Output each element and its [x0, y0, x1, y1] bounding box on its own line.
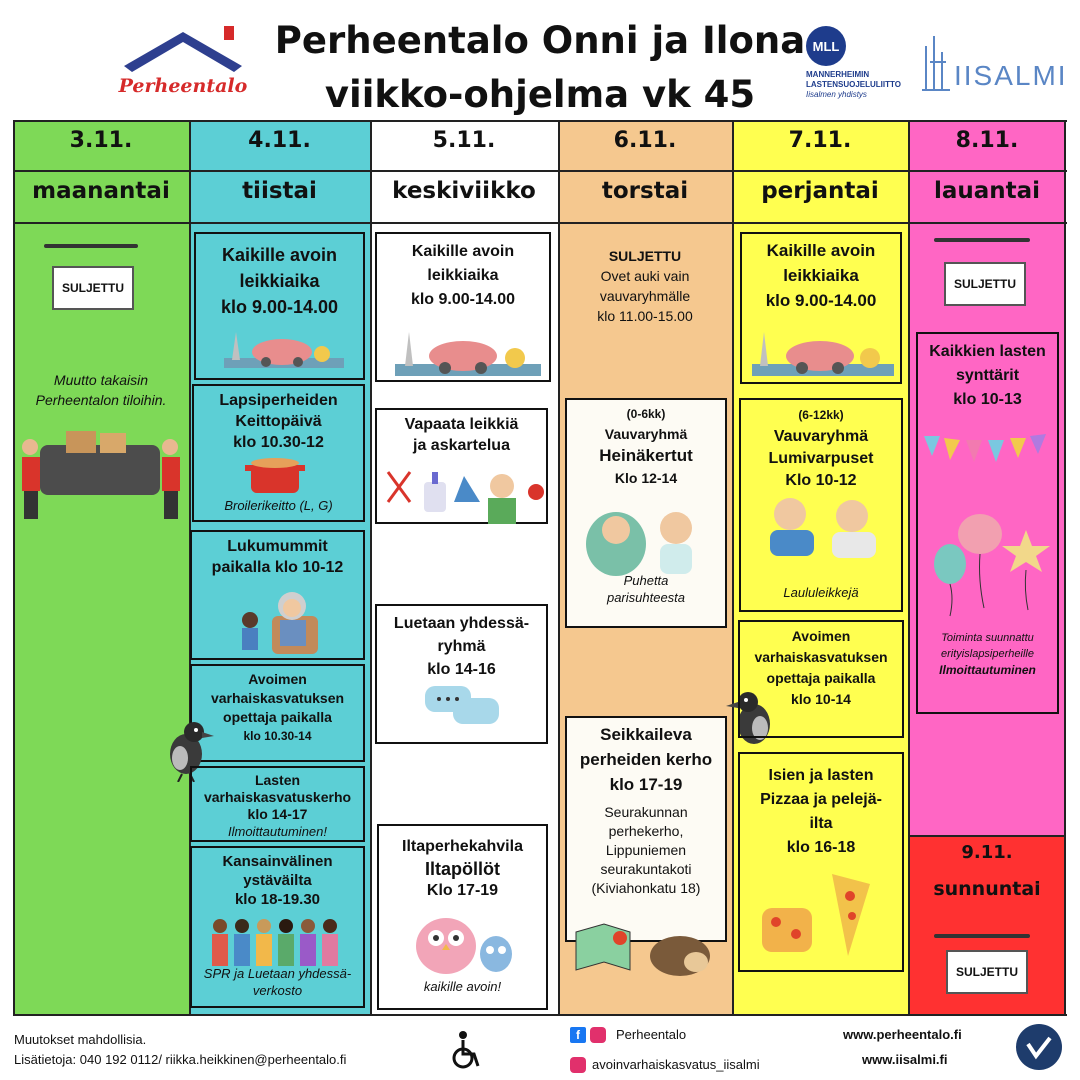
- tue-reading-grannies-box: Lukumummit paikalla klo 10-12: [190, 530, 365, 660]
- babies-icon: [580, 500, 716, 580]
- facebook-instagram-handle[interactable]: Perheentalo: [616, 1027, 687, 1042]
- title-line-2: viikko-ohjelma vk 45: [324, 73, 756, 116]
- toys-icon: [393, 326, 543, 378]
- sign-hanger: [934, 934, 1030, 938]
- grandma-reading-icon: [236, 586, 320, 656]
- fri-baby-group-box: (6-12kk) Vauvaryhmä Lumivarpuset Klo 10-12 Laululeikkejä: [739, 398, 903, 612]
- column-monday: [13, 120, 189, 1016]
- date-sat: 8.11.: [955, 128, 1019, 153]
- moving-sofa-icon: [20, 425, 185, 525]
- closed-sign-sat: SULJETTU: [944, 262, 1026, 306]
- crafts-and-kid-icon: [384, 462, 554, 526]
- iisalmi-tower-icon: [918, 32, 954, 92]
- pizza-characters-icon: [756, 872, 886, 958]
- owls-icon: [396, 908, 526, 976]
- group-of-friends-icon: [208, 914, 348, 968]
- footer-contact-info: Lisätietoja: 040 192 0112/ riikka.heikkinen@perheentalo.fi: [14, 1052, 347, 1067]
- wed-playtime-box: Kaikille avoin leikkiaika klo 9.00-14.00: [375, 232, 551, 382]
- title-line-1: Perheentalo Onni ja Ilona: [274, 19, 806, 62]
- date-thu: 6.11.: [613, 128, 677, 153]
- party-balloons-icon: [920, 430, 1058, 620]
- iisalmi-logo: IISALMI: [918, 32, 1063, 94]
- sign-hanger: [44, 244, 138, 248]
- wed-free-play-box: Vapaata leikkiä ja askartelua: [375, 408, 548, 524]
- perheentalo-logo: [118, 22, 248, 102]
- header-divider: [13, 222, 1067, 224]
- fri-playtime-box: Kaikille avoin leikkiaika klo 9.00-14.00: [740, 232, 902, 384]
- closed-sign-sun: SULJETTU: [946, 950, 1028, 994]
- instagram-icon[interactable]: [590, 1027, 606, 1043]
- crawling-babies-icon: [760, 494, 886, 568]
- sign-hanger: [934, 238, 1030, 242]
- fri-teacher-box: Avoimen varhaiskasvatuksen opettaja paikalla klo 10-14: [738, 620, 904, 738]
- instagram-icon[interactable]: [570, 1057, 586, 1073]
- thu-baby-group-box: (0-6kk) Vauvaryhmä Heinäkertut Klo 12-14 Puhetta parisuhteesta: [565, 398, 727, 628]
- instagram-handle[interactable]: avoinvarhaiskasvatus_iisalmi: [592, 1057, 760, 1072]
- fri-pizza-evening-box: Isien ja lasten Pizzaa ja pelejä- ilta klo 16-18: [738, 752, 904, 972]
- weekday-fri: perjantai: [761, 178, 879, 204]
- toys-icon: [222, 326, 346, 370]
- closed-sign-mon: SULJETTU: [52, 266, 134, 310]
- wed-reading-group-box: Luetaan yhdessä- ryhmä klo 14-16: [375, 604, 548, 744]
- logo-text: Perheentalo: [118, 75, 248, 97]
- weekday-mon: maanantai: [32, 178, 170, 204]
- date-sun: 9.11.: [961, 842, 1013, 863]
- facebook-icon[interactable]: f: [570, 1027, 586, 1043]
- date-tue: 4.11.: [248, 128, 311, 153]
- weekday-sun: sunnuntai: [933, 878, 1041, 900]
- bottom-border: [13, 1014, 1067, 1016]
- weekday-sat: lauantai: [933, 178, 1041, 204]
- thu-family-club-box: Seikkaileva perheiden kerho klo 17-19 Seurakunnan perhekerho, Lippuniemen seurakuntakoti (Kiviahonkatu 18): [565, 716, 727, 942]
- weekday-thu: torstai: [601, 178, 689, 204]
- sat-birthday-box: Kaikkien lasten synttärit klo 10-13 Toiminta suunnattu erityislapsiperheille Ilmoittautuminen: [916, 332, 1059, 714]
- sunday-divider: [908, 835, 1066, 837]
- chat-bubbles-icon: [423, 684, 501, 728]
- map-and-hedgehog-icon: [574, 918, 714, 980]
- tue-playtime-box: Kaikille avoin leikkiaika klo 9.00-14.00: [194, 232, 365, 380]
- soup-pot-icon: [243, 453, 307, 495]
- tue-soup-day-box: Lapsiperheiden Keittopäivä klo 10.30-12 Broilerikeitto (L, G): [192, 384, 365, 522]
- website-link-perheentalo[interactable]: www.perheentalo.fi: [843, 1027, 962, 1042]
- mon-move-note: Muutto takaisin Perheentalon tiloihin.: [35, 372, 167, 408]
- wheelchair-accessible-icon: [450, 1030, 484, 1070]
- date-divider: [13, 170, 1067, 172]
- website-link-iisalmi[interactable]: www.iisalmi.fi: [862, 1052, 948, 1067]
- date-mon: 3.11.: [69, 128, 133, 153]
- tue-kids-club-box: Lasten varhaiskasvatuskerho klo 14-17 Ilmoittautuminen!: [190, 766, 365, 842]
- weekday-wed: keskiviikko: [392, 178, 536, 204]
- tue-teacher-box: Avoimen varhaiskasvatuksen opettaja paikalla klo 10.30-14: [190, 664, 365, 762]
- toys-icon: [750, 326, 896, 378]
- weekday-tue: tiistai: [242, 178, 317, 204]
- mll-logo: MLL MANNERHEIMIN LASTENSUOJELULIITTO Iisalmen yhdistys: [806, 26, 906, 116]
- wed-evening-cafe-box: Iltaperhekahvila Iltapöllöt Klo 17-19 kaikille avoin!: [377, 824, 548, 1010]
- date-fri: 7.11.: [788, 128, 852, 153]
- thu-closed-note: SULJETTU Ovet auki vain vauvaryhmälle klo 11.00-15.00: [597, 248, 693, 324]
- key-flag-badge-icon: [1014, 1022, 1064, 1072]
- page-title: [270, 14, 810, 122]
- top-border: [13, 120, 1067, 122]
- tue-friendship-evening-box: Kansainvälinen ystäväilta klo 18-19.30 SPR ja Luetaan yhdessä- verkosto: [190, 846, 365, 1008]
- footer-changes: Muutokset mahdollisia.: [14, 1032, 147, 1047]
- date-wed: 5.11.: [432, 128, 496, 153]
